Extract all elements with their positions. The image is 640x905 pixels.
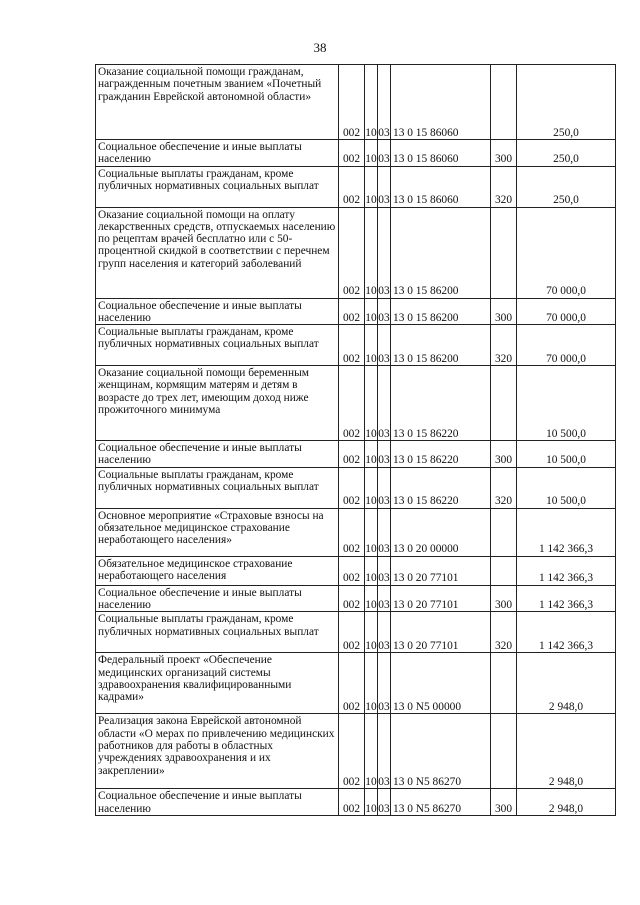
row-subsection-code: 03 (378, 298, 391, 325)
row-section-code: 10 (365, 789, 378, 816)
row-amount: 10 500,0 (517, 366, 616, 441)
table-row (96, 508, 616, 556)
row-subsection-code: 03 (378, 366, 391, 441)
row-section-code: 10 (365, 612, 378, 653)
row-amount: 2 948,0 (517, 714, 616, 789)
row-expense-type: 300 (491, 789, 517, 816)
row-amount: 250,0 (517, 140, 616, 167)
table-row (96, 441, 616, 468)
row-name: Социальные выплаты гражданам, кроме публичных нормативных социальных выплат (96, 166, 339, 207)
row-amount: 10 500,0 (517, 441, 616, 468)
row-subsection-code: 03 (378, 585, 391, 612)
row-grbs-code: 002 (339, 140, 365, 167)
row-name: Федеральный проект «Обеспечение медицинских организаций системы здравоохранения квалифицированными кадрами» (96, 653, 339, 714)
row-section-code: 10 (365, 467, 378, 508)
row-name: Социальное обеспечение и иные выплаты населению (96, 140, 339, 167)
row-section-code: 10 (365, 298, 378, 325)
row-name: Основное мероприятие «Страховые взносы на обязательное медицинское страхование неработающего населения» (96, 508, 339, 556)
row-expense-type (491, 207, 517, 298)
row-section-code: 10 (365, 207, 378, 298)
table-row (96, 366, 616, 441)
row-name: Реализация закона Еврейской автономной области «О мерах по привлечению медицинских работников для работы в областных учреждениях здравоохранения и их закреплении» (96, 714, 339, 789)
row-subsection-code: 03 (378, 325, 391, 366)
row-subsection-code: 03 (378, 65, 391, 140)
row-expense-type: 320 (491, 467, 517, 508)
row-target-article: 13 0 15 86060 (391, 140, 491, 167)
row-amount: 70 000,0 (517, 325, 616, 366)
row-grbs-code: 002 (339, 65, 365, 140)
row-name: Социальные выплаты гражданам, кроме публичных нормативных социальных выплат (96, 467, 339, 508)
row-amount: 250,0 (517, 65, 616, 140)
table-row (96, 714, 616, 789)
row-section-code: 10 (365, 714, 378, 789)
row-grbs-code: 002 (339, 714, 365, 789)
table-row (96, 556, 616, 585)
table-row (96, 653, 616, 714)
row-grbs-code: 002 (339, 585, 365, 612)
row-amount: 70 000,0 (517, 207, 616, 298)
row-expense-type (491, 366, 517, 441)
table-row (96, 325, 616, 366)
row-name: Социальные выплаты гражданам, кроме публичных нормативных социальных выплат (96, 325, 339, 366)
row-target-article: 13 0 15 86200 (391, 298, 491, 325)
row-name: Обязательное медицинское страхование неработающего населения (96, 556, 339, 585)
table-row (96, 789, 616, 816)
row-name: Социальное обеспечение и иные выплаты населению (96, 298, 339, 325)
row-target-article: 13 0 20 77101 (391, 612, 491, 653)
row-grbs-code: 002 (339, 166, 365, 207)
row-amount: 10 500,0 (517, 467, 616, 508)
row-target-article: 13 0 N5 86270 (391, 714, 491, 789)
row-subsection-code: 03 (378, 789, 391, 816)
page-number: 38 (313, 40, 327, 55)
row-grbs-code: 002 (339, 612, 365, 653)
row-target-article: 13 0 15 86200 (391, 325, 491, 366)
row-target-article: 13 0 N5 86270 (391, 789, 491, 816)
row-subsection-code: 03 (378, 140, 391, 167)
row-name: Социальное обеспечение и иные выплаты населению (96, 789, 339, 816)
row-grbs-code: 002 (339, 467, 365, 508)
table-row (96, 207, 616, 298)
row-name: Оказание социальной помощи гражданам, награжденным почетным званием «Почетный гражданин Еврейской автономной области» (96, 65, 339, 140)
row-expense-type: 300 (491, 441, 517, 468)
row-amount: 2 948,0 (517, 653, 616, 714)
row-expense-type (491, 653, 517, 714)
row-subsection-code: 03 (378, 441, 391, 468)
row-expense-type: 300 (491, 298, 517, 325)
row-amount: 70 000,0 (517, 298, 616, 325)
row-subsection-code: 03 (378, 556, 391, 585)
row-subsection-code: 03 (378, 166, 391, 207)
row-amount: 2 948,0 (517, 789, 616, 816)
row-section-code: 10 (365, 65, 378, 140)
row-name: Социальное обеспечение и иные выплаты населению (96, 441, 339, 468)
row-target-article: 13 0 15 86220 (391, 441, 491, 468)
table-row (96, 298, 616, 325)
row-expense-type: 300 (491, 140, 517, 167)
row-grbs-code: 002 (339, 298, 365, 325)
row-target-article: 13 0 20 00000 (391, 508, 491, 556)
row-section-code: 10 (365, 166, 378, 207)
row-target-article: 13 0 15 86060 (391, 65, 491, 140)
row-target-article: 13 0 15 86220 (391, 366, 491, 441)
row-grbs-code: 002 (339, 789, 365, 816)
row-amount: 1 142 366,3 (517, 612, 616, 653)
row-expense-type (491, 556, 517, 585)
table-row (96, 467, 616, 508)
row-target-article: 13 0 15 86200 (391, 207, 491, 298)
row-expense-type: 320 (491, 612, 517, 653)
row-name: Оказание социальной помощи беременным женщинам, кормящим матерям и детям в возрасте до трех лет, имеющим доход ниже прожиточного минимума (96, 366, 339, 441)
row-expense-type: 300 (491, 585, 517, 612)
row-amount: 1 142 366,3 (517, 508, 616, 556)
row-target-article: 13 0 15 86220 (391, 467, 491, 508)
row-target-article: 13 0 20 77101 (391, 585, 491, 612)
row-expense-type (491, 508, 517, 556)
row-grbs-code: 002 (339, 556, 365, 585)
row-grbs-code: 002 (339, 653, 365, 714)
row-grbs-code: 002 (339, 508, 365, 556)
row-section-code: 10 (365, 556, 378, 585)
row-target-article: 13 0 20 77101 (391, 556, 491, 585)
row-expense-type (491, 714, 517, 789)
row-subsection-code: 03 (378, 467, 391, 508)
row-target-article: 13 0 N5 00000 (391, 653, 491, 714)
row-grbs-code: 002 (339, 207, 365, 298)
row-amount: 1 142 366,3 (517, 556, 616, 585)
row-expense-type: 320 (491, 166, 517, 207)
row-section-code: 10 (365, 441, 378, 468)
row-grbs-code: 002 (339, 441, 365, 468)
row-subsection-code: 03 (378, 714, 391, 789)
row-section-code: 10 (365, 653, 378, 714)
row-target-article: 13 0 15 86060 (391, 166, 491, 207)
row-subsection-code: 03 (378, 207, 391, 298)
row-grbs-code: 002 (339, 366, 365, 441)
row-subsection-code: 03 (378, 612, 391, 653)
row-section-code: 10 (365, 325, 378, 366)
row-subsection-code: 03 (378, 508, 391, 556)
table-row (96, 612, 616, 653)
row-expense-type: 320 (491, 325, 517, 366)
row-subsection-code: 03 (378, 653, 391, 714)
table-row (96, 166, 616, 207)
row-section-code: 10 (365, 508, 378, 556)
row-amount: 250,0 (517, 166, 616, 207)
table-row (96, 65, 616, 140)
budget-table (95, 64, 616, 816)
row-name: Социальные выплаты гражданам, кроме публичных нормативных социальных выплат (96, 612, 339, 653)
table-row (96, 585, 616, 612)
row-section-code: 10 (365, 366, 378, 441)
row-grbs-code: 002 (339, 325, 365, 366)
row-amount: 1 142 366,3 (517, 585, 616, 612)
table-row (96, 140, 616, 167)
row-section-code: 10 (365, 585, 378, 612)
row-name: Оказание социальной помощи на оплату лекарственных средств, отпускаемых населению по рецептам врачей бесплатно или с 50-процентной скидкой в соответствии с перечнем групп населения и категорий заболеваний (96, 207, 339, 298)
row-name: Социальное обеспечение и иные выплаты населению (96, 585, 339, 612)
row-section-code: 10 (365, 140, 378, 167)
row-expense-type (491, 65, 517, 140)
